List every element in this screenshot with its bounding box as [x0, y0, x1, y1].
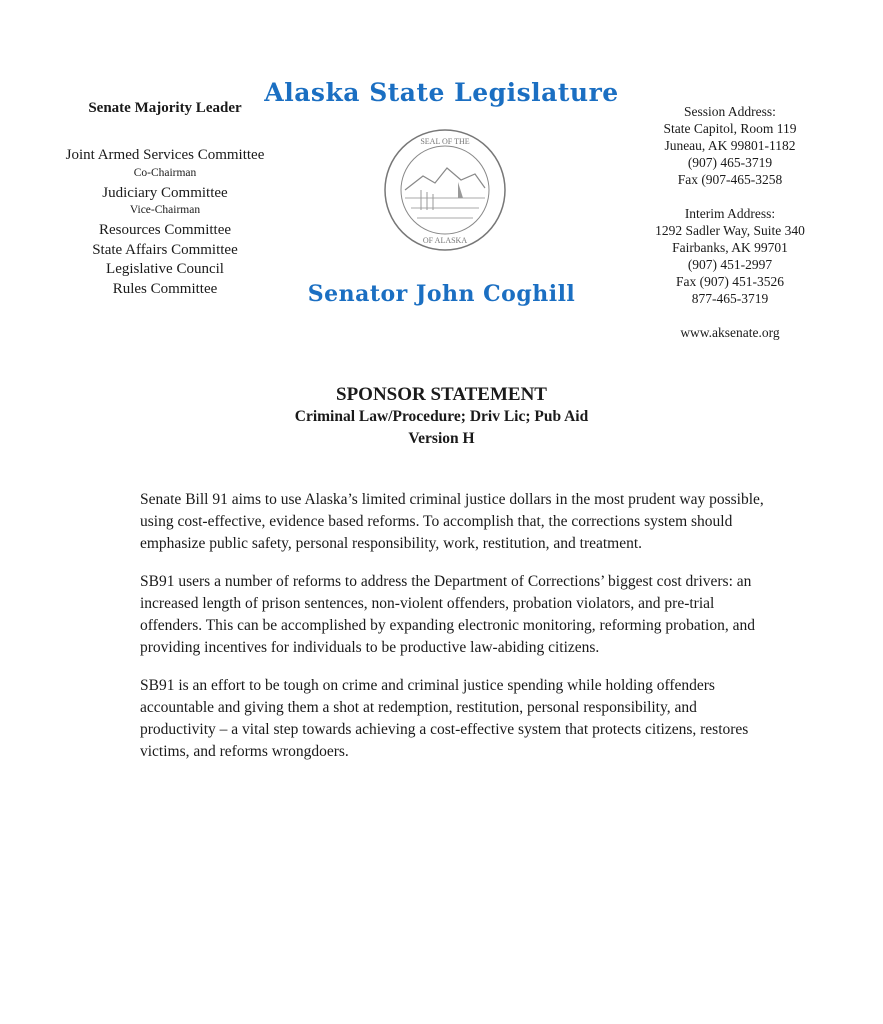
website: www.aksenate.org [680, 325, 780, 340]
committee: Resources Committee [98, 222, 232, 238]
address-column [640, 103, 820, 341]
paragraph: Senate Bill 91 aims to use Alaska’s limited criminal justice dollars in the most prudent way possible, using cost-effective, evidence based reforms. To accomplish that, the corrections system should emphasize public safety, personal responsibility, work, restitution, and treatment. [140, 491, 764, 552]
statement-version: Version H [408, 430, 475, 447]
senator-name: Senator John Coghill [307, 281, 576, 307]
session-address-line: Session Address: [684, 104, 776, 119]
interim-address-line: 1292 Sadler Way, Suite 340 [655, 223, 805, 238]
paragraph: SB91 users a number of reforms to address the Department of Corrections’ biggest cost drivers: an increased length of prison sentences, non-violent offenders, probation violators, and pre-trial offenders. This can be accomplished by expanding electronic monitoring, reforming probation, and providing incentives for individuals to be productive law-abiding citizens. [140, 573, 755, 656]
interim-address-line: Fairbanks, AK 99701 [672, 240, 788, 255]
state-seal-icon [383, 128, 507, 252]
session-address-line: Fax (907-465-3258 [677, 172, 783, 187]
role: Senate Majority Leader [88, 100, 242, 116]
svg-text:OF ALASKA: OF ALASKA [422, 236, 468, 245]
session-address-line: Juneau, AK 99801-1182 [664, 138, 796, 153]
statement-body [140, 489, 770, 779]
committee: Judiciary Committee [102, 184, 228, 201]
committee: State Affairs Committee [92, 241, 238, 258]
svg-text:SEAL OF THE: SEAL OF THE [420, 137, 470, 146]
committee: Legislative Council [106, 261, 224, 277]
session-address-line: (907) 465-3719 [687, 155, 773, 170]
committee-position: Co-Chairman [133, 166, 197, 179]
left-column [40, 100, 290, 297]
statement-heading [0, 384, 883, 450]
statement-subtitle: Criminal Law/Procedure; Driv Lic; Pub Aid [294, 408, 589, 425]
interim-address-line: Fax (907) 451-3526 [676, 274, 784, 289]
interim-address-line: Interim Address: [684, 206, 776, 221]
committee: Rules Committee [112, 280, 218, 297]
statement-title: SPONSOR STATEMENT [336, 384, 547, 405]
session-address-line: State Capitol, Room 119 [663, 121, 797, 136]
interim-address-line: 877-465-3719 [691, 291, 769, 306]
letterhead-title: Alaska State Legislature [264, 78, 619, 107]
committee: Joint Armed Services Committee [65, 147, 265, 163]
interim-address-line: (907) 451-2997 [687, 257, 773, 272]
paragraph: SB91 is an effort to be tough on crime and criminal justice spending while holding offenders accountable and giving them a shot at redemption, restitution, personal responsibility, and productivity – a vital step towards achieving a cost-effective system that protects citizens, restores victims, and reforms wrongdoers. [140, 677, 749, 760]
committee-position: Vice-Chairman [129, 204, 201, 216]
